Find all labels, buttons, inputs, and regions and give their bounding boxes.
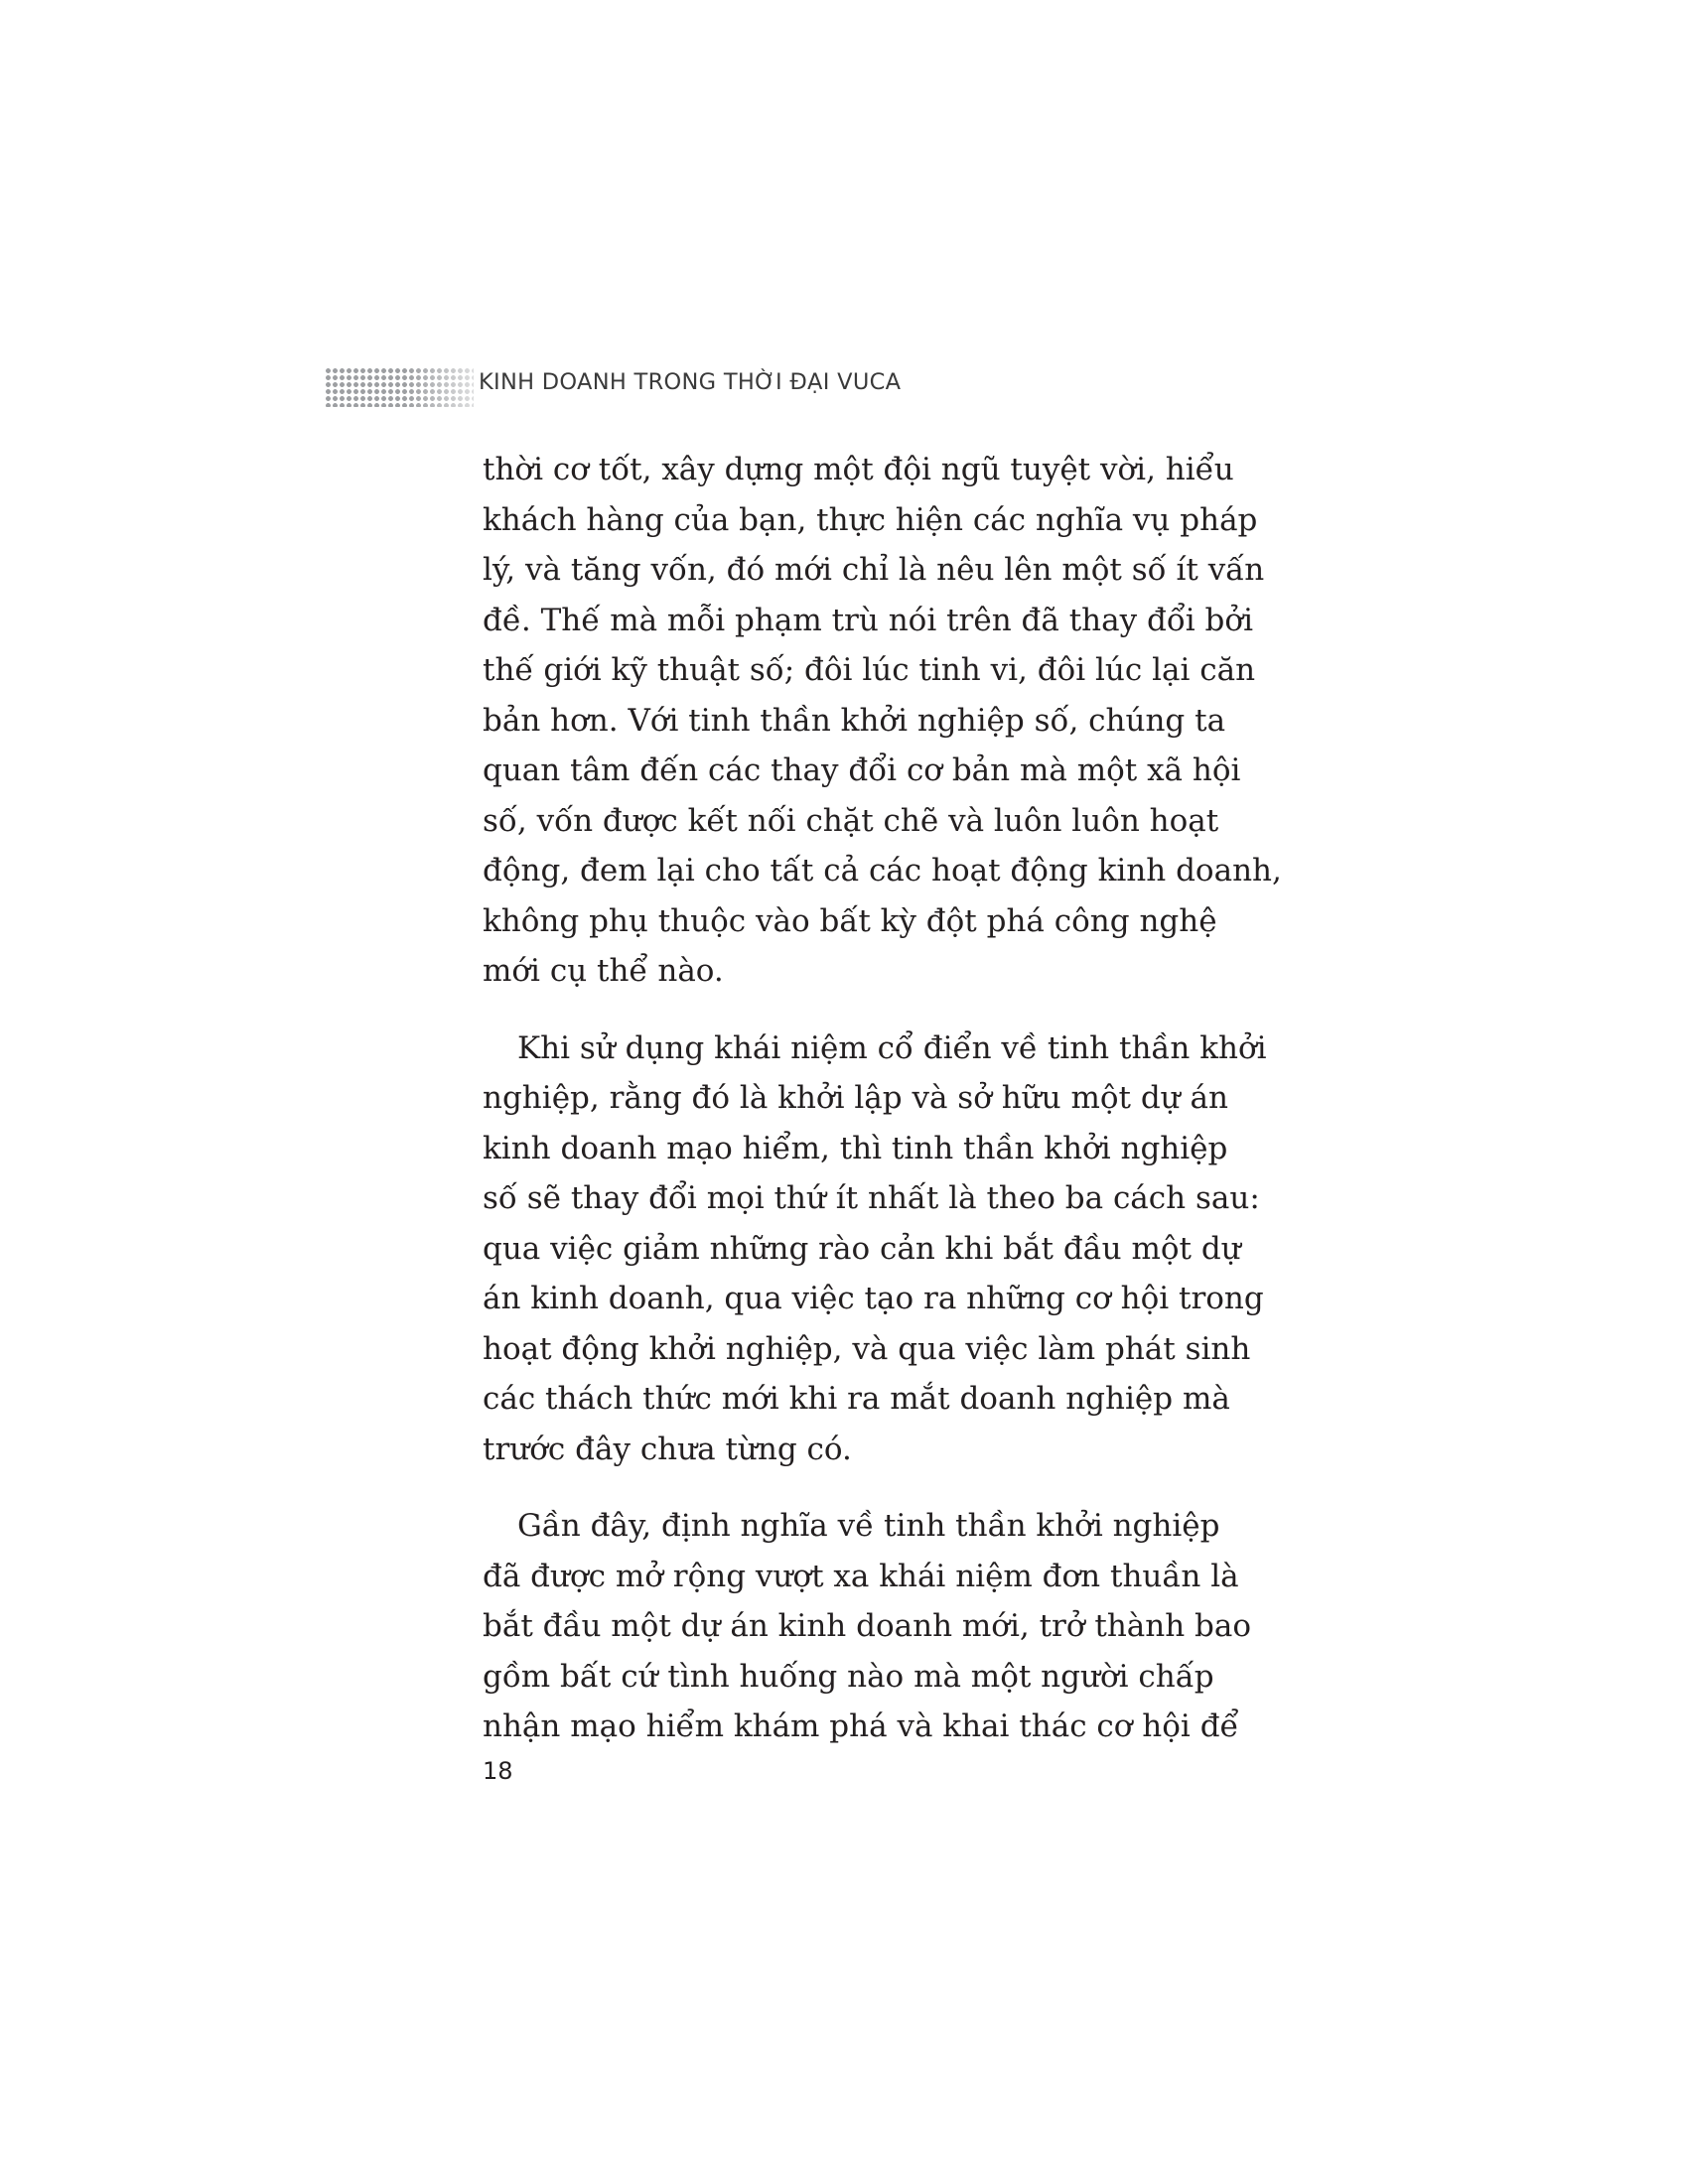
text-line: gồm bất cứ tình huống nào mà một người chấp xyxy=(483,1658,1214,1695)
text-line: bản hơn. Với tinh thần khởi nghiệp số, chúng ta xyxy=(483,702,1226,739)
text-line: kinh doanh mạo hiểm, thì tinh thần khởi nghiệp xyxy=(483,1130,1228,1166)
text-line: đã được mở rộng vượt xa khái niệm đơn thuần là xyxy=(483,1558,1239,1594)
text-line: án kinh doanh, qua việc tạo ra những cơ hội trong xyxy=(483,1281,1264,1316)
text-line: không phụ thuộc vào bất kỳ đột phá công nghệ xyxy=(483,902,1217,939)
paragraph-1 xyxy=(483,445,1282,997)
text-line: thời cơ tốt, xây dựng một đội ngũ tuyệt vời, hiểu xyxy=(483,452,1234,487)
text-line: các thách thức mới khi ra mắt doanh nghiệp mà xyxy=(483,1381,1230,1417)
text-line: Khi sử dụng khái niệm cổ điển về tinh thần khởi xyxy=(517,1029,1267,1066)
text-line: quan tâm đến các thay đổi cơ bản mà một xã hội xyxy=(483,752,1241,788)
running-header xyxy=(325,365,902,407)
text-line: đề. Thế mà mỗi phạm trù nói trên đã thay đổi bởi xyxy=(483,602,1253,638)
paragraph-2 xyxy=(483,1024,1267,1475)
page-number: 18 xyxy=(483,1757,513,1785)
text-line: động, đem lại cho tất cả các hoạt động kinh doanh, xyxy=(483,853,1282,888)
paragraph-3 xyxy=(483,1501,1252,1752)
text-line: số sẽ thay đổi mọi thứ ít nhất là theo ba cách sau: xyxy=(483,1180,1260,1216)
text-line: mới cụ thể nào. xyxy=(483,953,724,989)
text-line: qua việc giảm những rào cản khi bắt đầu một dự xyxy=(483,1230,1241,1267)
text-line: số, vốn được kết nối chặt chẽ và luôn luôn hoạt xyxy=(483,802,1219,839)
halftone-dot-ornament xyxy=(325,367,474,407)
text-line: lý, và tăng vốn, đó mới chỉ là nêu lên một số ít vấn xyxy=(483,552,1265,588)
text-line: Gần đây, định nghĩa về tinh thần khởi nghiệp xyxy=(517,1508,1220,1544)
text-line: nghiệp, rằng đó là khởi lập và sở hữu một dự án xyxy=(483,1080,1228,1116)
body-text xyxy=(483,445,1282,1752)
text-line: nhận mạo hiểm khám phá và khai thác cơ hội để xyxy=(483,1708,1239,1744)
text-line: thế giới kỹ thuật số; đôi lúc tinh vi, đôi lúc lại căn xyxy=(483,652,1256,688)
text-line: bắt đầu một dự án kinh doanh mới, trở thành bao xyxy=(483,1608,1252,1644)
text-line: trước đây chưa từng có. xyxy=(483,1431,852,1467)
text-line: khách hàng của bạn, thực hiện các nghĩa vụ pháp xyxy=(483,501,1258,538)
running-title: KINH DOANH TRONG THỜI ĐẠI VUCA xyxy=(479,369,902,395)
text-line: hoạt động khởi nghiệp, và qua việc làm phát sinh xyxy=(483,1330,1251,1367)
